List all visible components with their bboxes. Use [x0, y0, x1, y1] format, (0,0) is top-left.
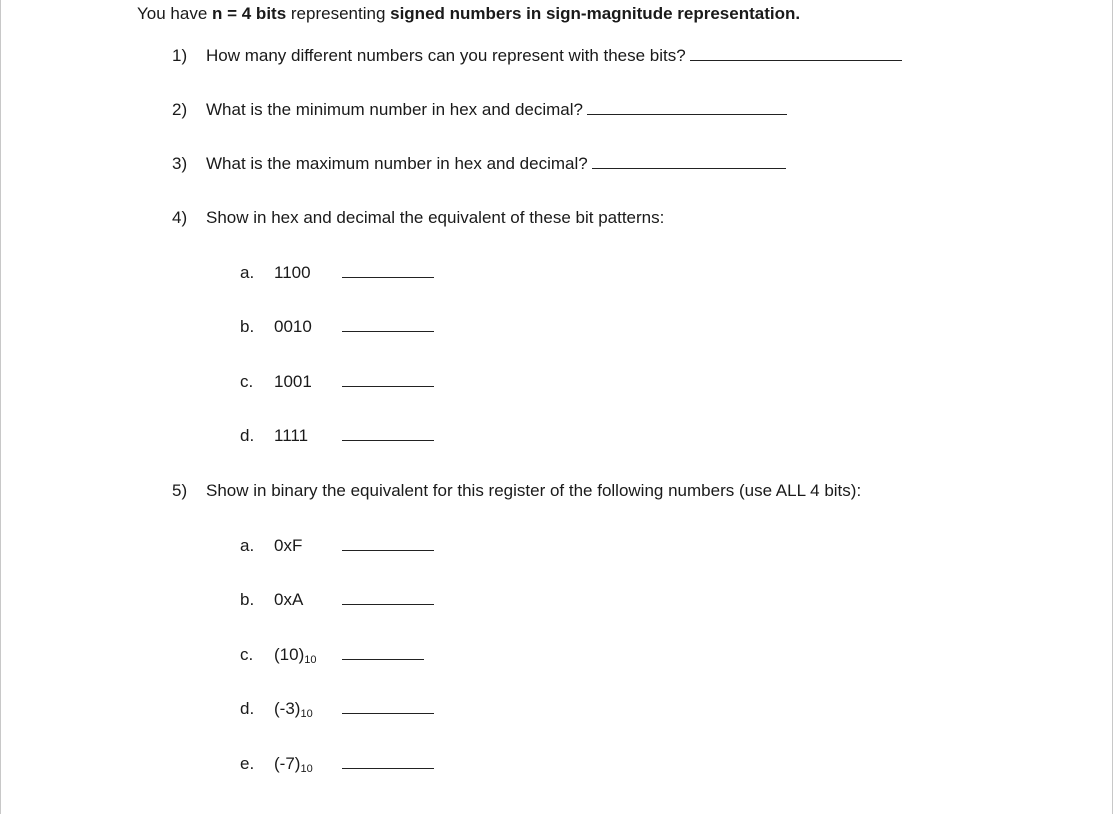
q4-answer-blank-b[interactable] [342, 317, 434, 332]
question-5 [172, 481, 861, 501]
question-text: Show in hex and decimal the equivalent of these bit patterns: [206, 208, 665, 227]
item-letter: a. [240, 263, 255, 282]
q5-item-d [240, 699, 434, 724]
question-3 [172, 154, 786, 174]
item-letter: c. [240, 372, 254, 391]
item-letter: e. [240, 754, 255, 773]
question-text: What is the minimum number in hex and decimal? [206, 100, 583, 119]
q4-item-a [240, 263, 434, 283]
item-value: (-7) [274, 754, 301, 773]
item-value-wrap [274, 645, 342, 670]
q4-answer-blank-a[interactable] [342, 263, 434, 278]
q4-item-d [240, 426, 434, 446]
question-text: What is the maximum number in hex and decimal? [206, 154, 588, 173]
question-number: 2) [172, 100, 188, 119]
item-letter: d. [240, 426, 255, 445]
intro-bold-bits: n = 4 bits [212, 4, 287, 23]
item-base-subscript: 10 [304, 654, 317, 666]
item-letter: c. [240, 645, 254, 664]
intro-text-1: You have [137, 4, 212, 23]
question-number: 1) [172, 46, 188, 65]
answer-blank-2[interactable] [587, 100, 787, 115]
item-value: 1001 [274, 372, 312, 391]
item-letter: a. [240, 536, 255, 555]
item-letter: b. [240, 317, 255, 336]
q5-answer-blank-c[interactable] [342, 645, 424, 660]
answer-blank-3[interactable] [592, 154, 786, 169]
question-number: 4) [172, 208, 188, 227]
question-1 [172, 46, 902, 66]
q5-answer-blank-e[interactable] [342, 754, 434, 769]
page-left-border [0, 0, 1, 814]
intro-bold-representation: signed numbers in sign-magnitude representation. [390, 4, 801, 23]
q5-item-b [240, 590, 434, 610]
item-value: 1111 [274, 426, 309, 445]
answer-blank-1[interactable] [690, 46, 902, 61]
item-value: 1100 [274, 263, 311, 282]
q5-item-e [240, 754, 434, 779]
question-text: How many different numbers can you represent with these bits? [206, 46, 686, 65]
item-value-wrap [274, 754, 342, 779]
intro-text-2: representing [286, 4, 391, 23]
item-value: 0010 [274, 317, 312, 336]
q4-item-c [240, 372, 434, 392]
q5-item-c [240, 645, 424, 670]
item-value: (10) [274, 645, 305, 664]
question-4 [172, 208, 664, 228]
q5-answer-blank-d[interactable] [342, 699, 434, 714]
q4-answer-blank-d[interactable] [342, 426, 434, 441]
item-value-wrap [274, 699, 342, 724]
item-letter: b. [240, 590, 255, 609]
question-2 [172, 100, 787, 120]
item-base-subscript: 10 [300, 763, 313, 775]
item-base-subscript: 10 [300, 708, 313, 720]
item-value: (-3) [274, 699, 301, 718]
question-number: 3) [172, 154, 188, 173]
q4-answer-blank-c[interactable] [342, 372, 434, 387]
item-value: 0xF [274, 536, 303, 555]
item-letter: d. [240, 699, 255, 718]
intro-statement [137, 4, 800, 24]
item-value: 0xA [274, 590, 304, 609]
q4-item-b [240, 317, 434, 337]
question-number: 5) [172, 481, 188, 500]
q5-item-a [240, 536, 434, 556]
q5-answer-blank-b[interactable] [342, 590, 434, 605]
q5-answer-blank-a[interactable] [342, 536, 434, 551]
question-text: Show in binary the equivalent for this register of the following numbers (use ALL 4 bits): [206, 481, 862, 500]
